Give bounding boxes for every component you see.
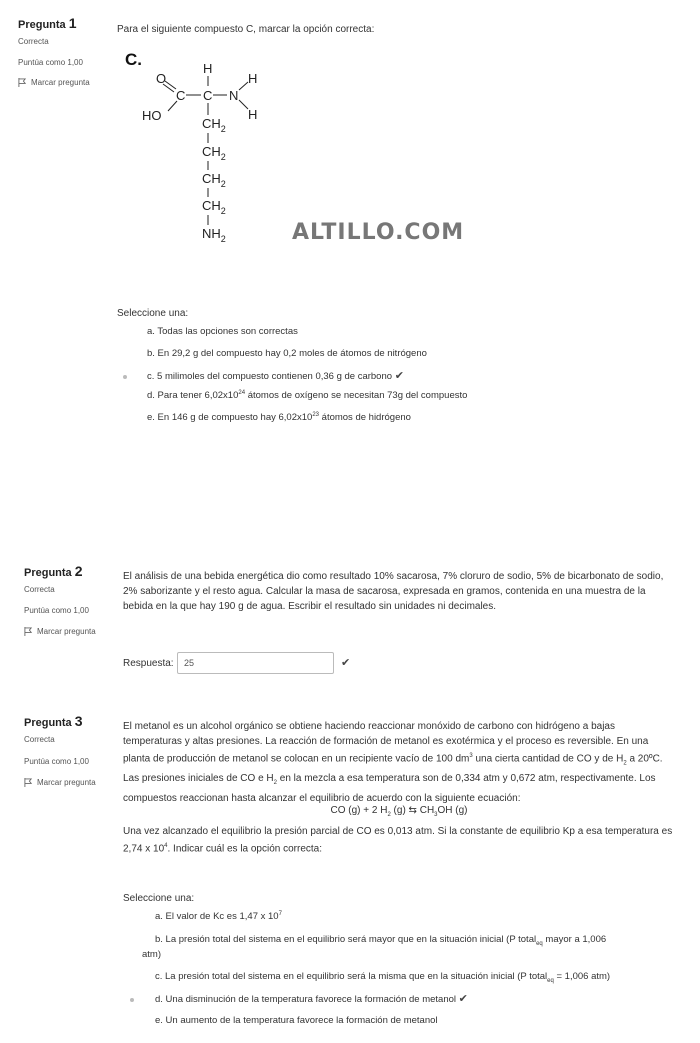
q3-option-a[interactable] bbox=[155, 911, 282, 922]
q3-option-b-label: b. La presión total del sistema en el equilibrio será mayor que en la situación inicial (P total bbox=[155, 934, 537, 945]
q3-eq-a: CO (g) + 2 H bbox=[330, 805, 388, 816]
q3-paragraph-1 bbox=[123, 719, 675, 806]
q3-option-b-label-2: mayor a 1,006 bbox=[542, 934, 607, 945]
atom-n: N bbox=[229, 88, 239, 103]
q3-number: 3 bbox=[74, 713, 83, 729]
q3-eq-sub2: 3 bbox=[434, 812, 438, 818]
q1-option-d-exp: 24 bbox=[238, 390, 246, 396]
q2-answer-input[interactable]: 25 bbox=[177, 652, 334, 674]
q1-status: Correcta bbox=[18, 37, 49, 46]
flag-icon bbox=[24, 778, 33, 787]
check-icon: ✔ bbox=[341, 657, 351, 669]
watermark-text: ALTILLO.COM bbox=[292, 220, 465, 245]
q1-option-d[interactable] bbox=[147, 390, 467, 401]
q1-score: Puntúa como 1,00 bbox=[18, 58, 83, 67]
ch2-4: $CH_2$ bbox=[202, 198, 226, 216]
check-icon: ✔ bbox=[458, 993, 468, 1005]
ch2-2: $CH_2$ bbox=[202, 144, 226, 162]
q1-number: 1 bbox=[68, 15, 77, 31]
atom-o: O bbox=[156, 71, 167, 86]
atom-c1: C bbox=[176, 88, 186, 103]
q3-p1-a: El metanol es un alcohol orgánico se obtiene haciendo reaccionar monóxido de carbono con hidrógeno a bajas temperaturas y altas presiones. La reacción de formación de metanol es exotérmica y el proceso es reversible. En una planta de producción de metanol se colocan en un recipiente vacío de 100 dm bbox=[123, 721, 649, 765]
q3-p1-d: en la mezcla a esa temperatura son de 0,334 atm y 0,672 atm, respectivamente. Los compuestos reaccionan hasta alcanzar el equilibrio de acuerdo con la siguiente ecuación: bbox=[123, 773, 656, 805]
q3-eq-end: OH (g) bbox=[437, 805, 468, 816]
q1-option-c[interactable] bbox=[147, 369, 404, 382]
q3-equation bbox=[123, 803, 675, 823]
q2-number: 2 bbox=[74, 563, 83, 579]
check-icon: ✔ bbox=[394, 370, 404, 382]
q2-label: Pregunta bbox=[24, 567, 72, 579]
q3-option-d[interactable] bbox=[155, 992, 468, 1005]
atom-h-n2: H bbox=[248, 107, 258, 122]
q2-flag-button[interactable] bbox=[24, 627, 96, 636]
q3-flag-button[interactable] bbox=[24, 778, 96, 787]
q3-eq-sub: 2 bbox=[387, 812, 391, 818]
q1-option-d-rest: átomos de oxígeno se necesitan 73g del compuesto bbox=[247, 390, 468, 402]
q3-option-d-radio[interactable] bbox=[130, 998, 134, 1002]
q3-p1-c: a 20ºC. Las presiones iniciales de CO e H bbox=[123, 753, 663, 785]
nh2: $NH_2$ bbox=[202, 226, 226, 244]
q2-score: Puntúa como 1,00 bbox=[24, 606, 89, 615]
q3-p1-sub: 2 bbox=[623, 760, 627, 767]
q1-flag-button[interactable] bbox=[18, 78, 90, 87]
ch2-3: $CH_2$ bbox=[202, 171, 226, 189]
q3-option-c[interactable] bbox=[155, 971, 610, 984]
atom-h-top: H bbox=[203, 61, 213, 76]
q1-select-label: Seleccione una: bbox=[117, 308, 189, 319]
q1-label: Pregunta bbox=[18, 19, 66, 31]
q3-option-c-label-2: = 1,006 atm) bbox=[553, 971, 611, 982]
flag-icon bbox=[24, 627, 33, 636]
q1-option-c-radio[interactable] bbox=[123, 375, 127, 379]
q3-option-c-label: c. La presión total del sistema en el equilibrio será la misma que en la situación inicial (P total bbox=[155, 971, 548, 982]
q1-option-e-exp: 23 bbox=[312, 412, 320, 418]
q2-flag-label: Marcar pregunta bbox=[37, 627, 96, 636]
q3-label: Pregunta bbox=[24, 717, 72, 729]
q3-score: Puntúa como 1,00 bbox=[24, 757, 89, 766]
q2-prompt: El análisis de una bebida energética dio como resultado 10% sacarosa, 7% cloruro de sodio, 5% de bicarbonato de sodio, 2% saborizante y el resto agua. Calcular la masa de sacarosa, expresada en gramos, contenida en una muestra de la bebida en la que hay 190 g de agua. Escribir el resultado sin unidades ni decimales. bbox=[123, 571, 664, 612]
q3-p2-exp: 4 bbox=[164, 843, 168, 849]
q3-info-title bbox=[24, 713, 83, 729]
q3-option-a-exp: 7 bbox=[278, 911, 282, 917]
flag-icon bbox=[18, 78, 27, 87]
q1-info-title bbox=[18, 15, 77, 31]
atom-c2: C bbox=[203, 88, 213, 103]
atom-ho: HO bbox=[142, 108, 162, 123]
q3-select-label: Seleccione una: bbox=[123, 893, 195, 904]
q2-info-title bbox=[24, 563, 83, 579]
q3-option-b-wrap: atm) bbox=[142, 949, 161, 960]
q3-option-a-label: a. El valor de Kc es 1,47 x 10 bbox=[155, 911, 279, 923]
q1-option-e-label: e. En 146 g de compuesto hay 6,02x10 bbox=[147, 412, 313, 424]
q3-flag-label: Marcar pregunta bbox=[37, 778, 96, 787]
compound-c-structure bbox=[110, 45, 280, 255]
ch2-1: $CH_2$ bbox=[202, 116, 226, 134]
q3-option-d-label: d. Una disminución de la temperatura favorece la formación de metanol bbox=[155, 994, 456, 1005]
q1-option-e[interactable] bbox=[147, 412, 411, 423]
q3-p1-sub2: 2 bbox=[273, 780, 277, 787]
q1-option-e-rest: átomos de hidrógeno bbox=[321, 412, 411, 424]
q3-p2-a: Una vez alcanzado el equilibrio la presión parcial de CO es 0,013 atm. Si la constante de equilibrio Kp a esa temperatura es 2,74 x 10 bbox=[123, 826, 673, 855]
q1-option-c-label: c. 5 milimoles del compuesto contienen 0,36 g de carbono bbox=[147, 371, 393, 382]
q3-p1-b: una cierta cantidad de CO y de H bbox=[472, 753, 624, 765]
q3-p1-exp: 3 bbox=[469, 753, 473, 759]
q1-option-a[interactable]: a. Todas las opciones son correctas bbox=[147, 326, 298, 337]
q3-eq-mid: (g) ⇆ CH bbox=[390, 805, 435, 816]
atom-h-n1: H bbox=[248, 71, 258, 86]
q3-paragraph-2 bbox=[123, 824, 675, 856]
q1-flag-label: Marcar pregunta bbox=[31, 78, 90, 87]
q2-answer-label: Respuesta: bbox=[123, 658, 174, 669]
q2-status: Correcta bbox=[24, 585, 55, 594]
q3-option-b[interactable] bbox=[155, 934, 606, 947]
q3-option-b-sub: eq bbox=[536, 940, 543, 947]
q3-p2-end: . Indicar cuál es la opción correcta: bbox=[167, 843, 323, 855]
q3-option-c-sub: eq bbox=[547, 977, 554, 984]
q1-option-b[interactable]: b. En 29,2 g del compuesto hay 0,2 moles de átomos de nitrógeno bbox=[147, 348, 427, 359]
q1-prompt: Para el siguiente compuesto C, marcar la opción correcta: bbox=[117, 24, 375, 35]
compound-label: C. bbox=[125, 50, 142, 69]
q3-option-e[interactable]: e. Un aumento de la temperatura favorece la formación de metanol bbox=[155, 1015, 438, 1026]
q1-option-d-label: d. Para tener 6,02x10 bbox=[147, 390, 239, 402]
q3-status: Correcta bbox=[24, 735, 55, 744]
